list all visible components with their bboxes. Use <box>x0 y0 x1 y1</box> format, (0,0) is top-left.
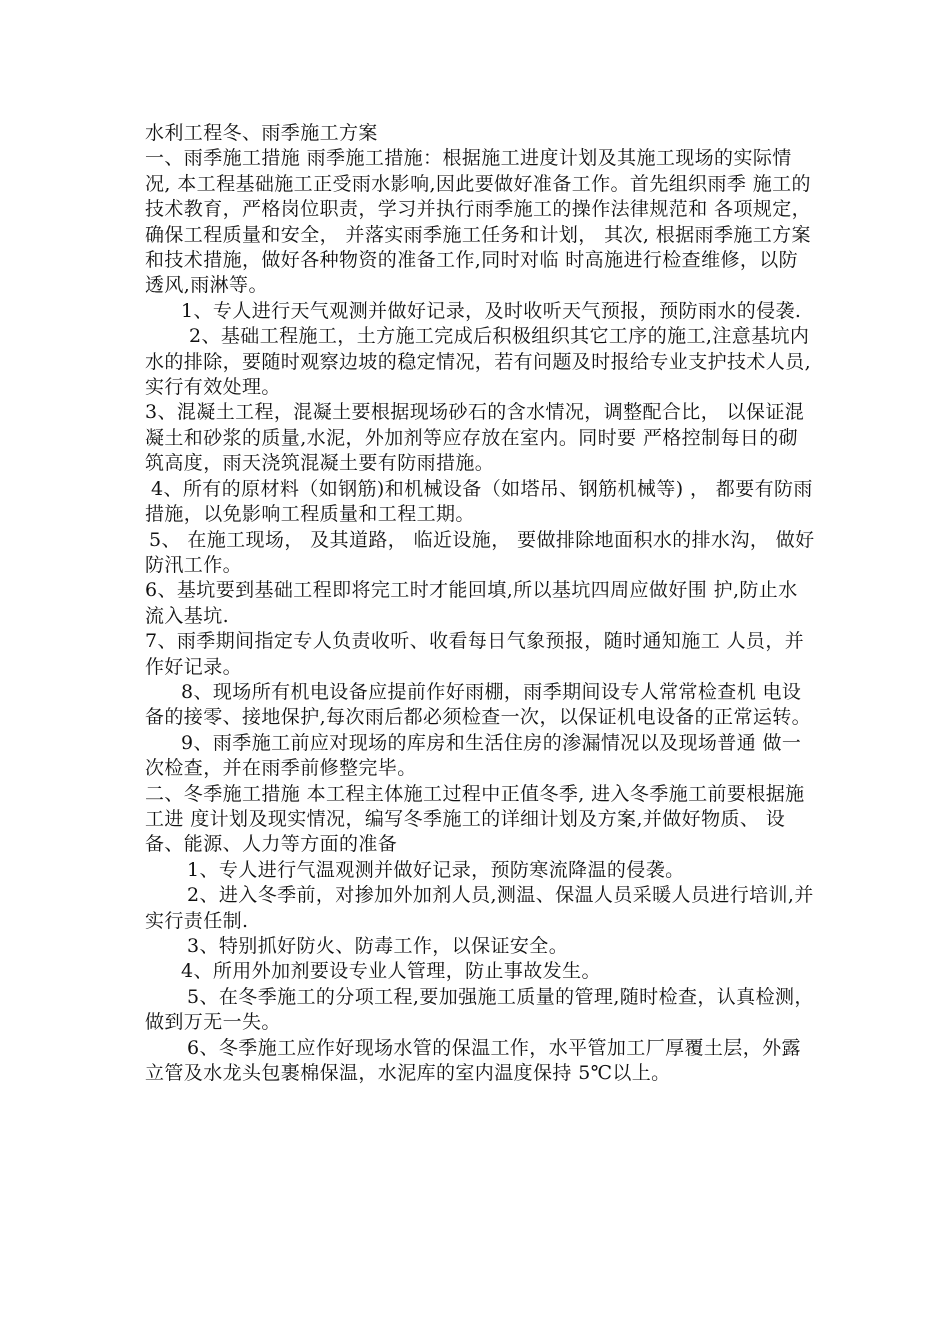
winter-item-5: 5、在冬季施工的分项工程,要加强施工质量的管理,随时检查，认真检测，做到万无一失。 <box>145 985 814 1034</box>
winter-item-3: 3、特别抓好防火、防毒工作，以保证安全。 <box>187 935 569 957</box>
section-winter-intro: 二、冬季施工措施 本工程主体施工过程中正值冬季, 进入冬季施工前要根据施工进 度计划及现实情况，编写冬季施工的详细计划及方案,并做好物质、 设备、能源、人力等方面的准备 <box>145 782 805 856</box>
winter-item-2: 2、进入冬季前，对掺加外加剂人员,测温、保温人员采暖人员进行培训,并实行责任制. <box>145 884 814 932</box>
rainy-item-2: 2、基础工程施工，土方施工完成后积极组织其它工序的施工,注意基坑内水的排除，要随时观察边坡的稳定情况，若有问题及时报给专业支护技术人员,实行有效处理。 <box>145 325 812 399</box>
rainy-item-6: 6、基坑要到基础工程即将完工时才能回填,所以基坑四周应做好围 护,防止水流入基坑. <box>145 579 798 627</box>
rainy-item-3: 3、混凝土工程，混凝土要根据现场砂石的含水情况，调整配合比， 以保证混凝土和砂浆的质量,水泥，外加剂等应存放在室内。同时要 严格控制每日的砌筑高度，雨天浇筑混凝土要有防雨措施。 <box>145 401 805 475</box>
winter-item-6: 6、冬季施工应作好现场水管的保温工作，水平管加工厂厚覆土层，外露立管及水龙头包裹棉保温，水泥库的室内温度保持 5℃以上。 <box>145 1036 801 1085</box>
rainy-item-1: 1、专人进行天气观测并做好记录，及时收听天气预报，预防雨水的侵袭. <box>181 299 802 322</box>
rainy-item-4: 4、所有的原材料（如钢筋)和机械设备（如塔吊、钢筋机械等) ， 都要有防雨措施，以免影响工程质量和工程工期。 <box>145 477 813 526</box>
rainy-item-9: 9、雨季施工前应对现场的库房和生活住房的渗漏情况以及现场普通 做一次检查，并在雨季前修整完毕。 <box>145 731 802 780</box>
rainy-item-5: 5、 在施工现场， 及其道路， 临近设施， 要做排除地面积水的排水沟， 做好防汛工作。 <box>145 528 815 576</box>
document-body <box>145 121 815 1086</box>
winter-item-4: 4、所用外加剂要设专业人管理，防止事故发生。 <box>181 960 601 983</box>
winter-item-1: 1、专人进行气温观测并做好记录，预防寒流降温的侵袭。 <box>187 858 685 881</box>
rainy-item-8: 8、现场所有机电设备应提前作好雨棚，雨季期间设专人常常检查机 电设备的接零、接地保护,每次雨后都必须检查一次，以保证机电设备的正常运转。 <box>145 680 812 729</box>
section-rainy-season-intro: 一、雨季施工措施 雨季施工措施：根据施工进度计划及其施工现场的实际情况, 本工程基础施工正受雨水影响,因此要做好准备工作。首先组织雨季 施工的技术教育，严格岗位职责，学习并执行雨季施工的操作法律规范和 各项规定， 确保工程质量和安全， 并落实雨季施工任务和计划， 其次, 根据雨季施工方案和技术措施，做好各种物资的准备工作,同时对临 时高施进行检查维修，以防透风,雨淋等。 <box>145 147 812 297</box>
document-title: 水利工程冬、雨季施工方案 <box>145 122 378 144</box>
rainy-item-7: 7、雨季期间指定专人负责收听、收看每日气象预报，随时通知施工 人员，并作好记录。 <box>145 630 805 678</box>
